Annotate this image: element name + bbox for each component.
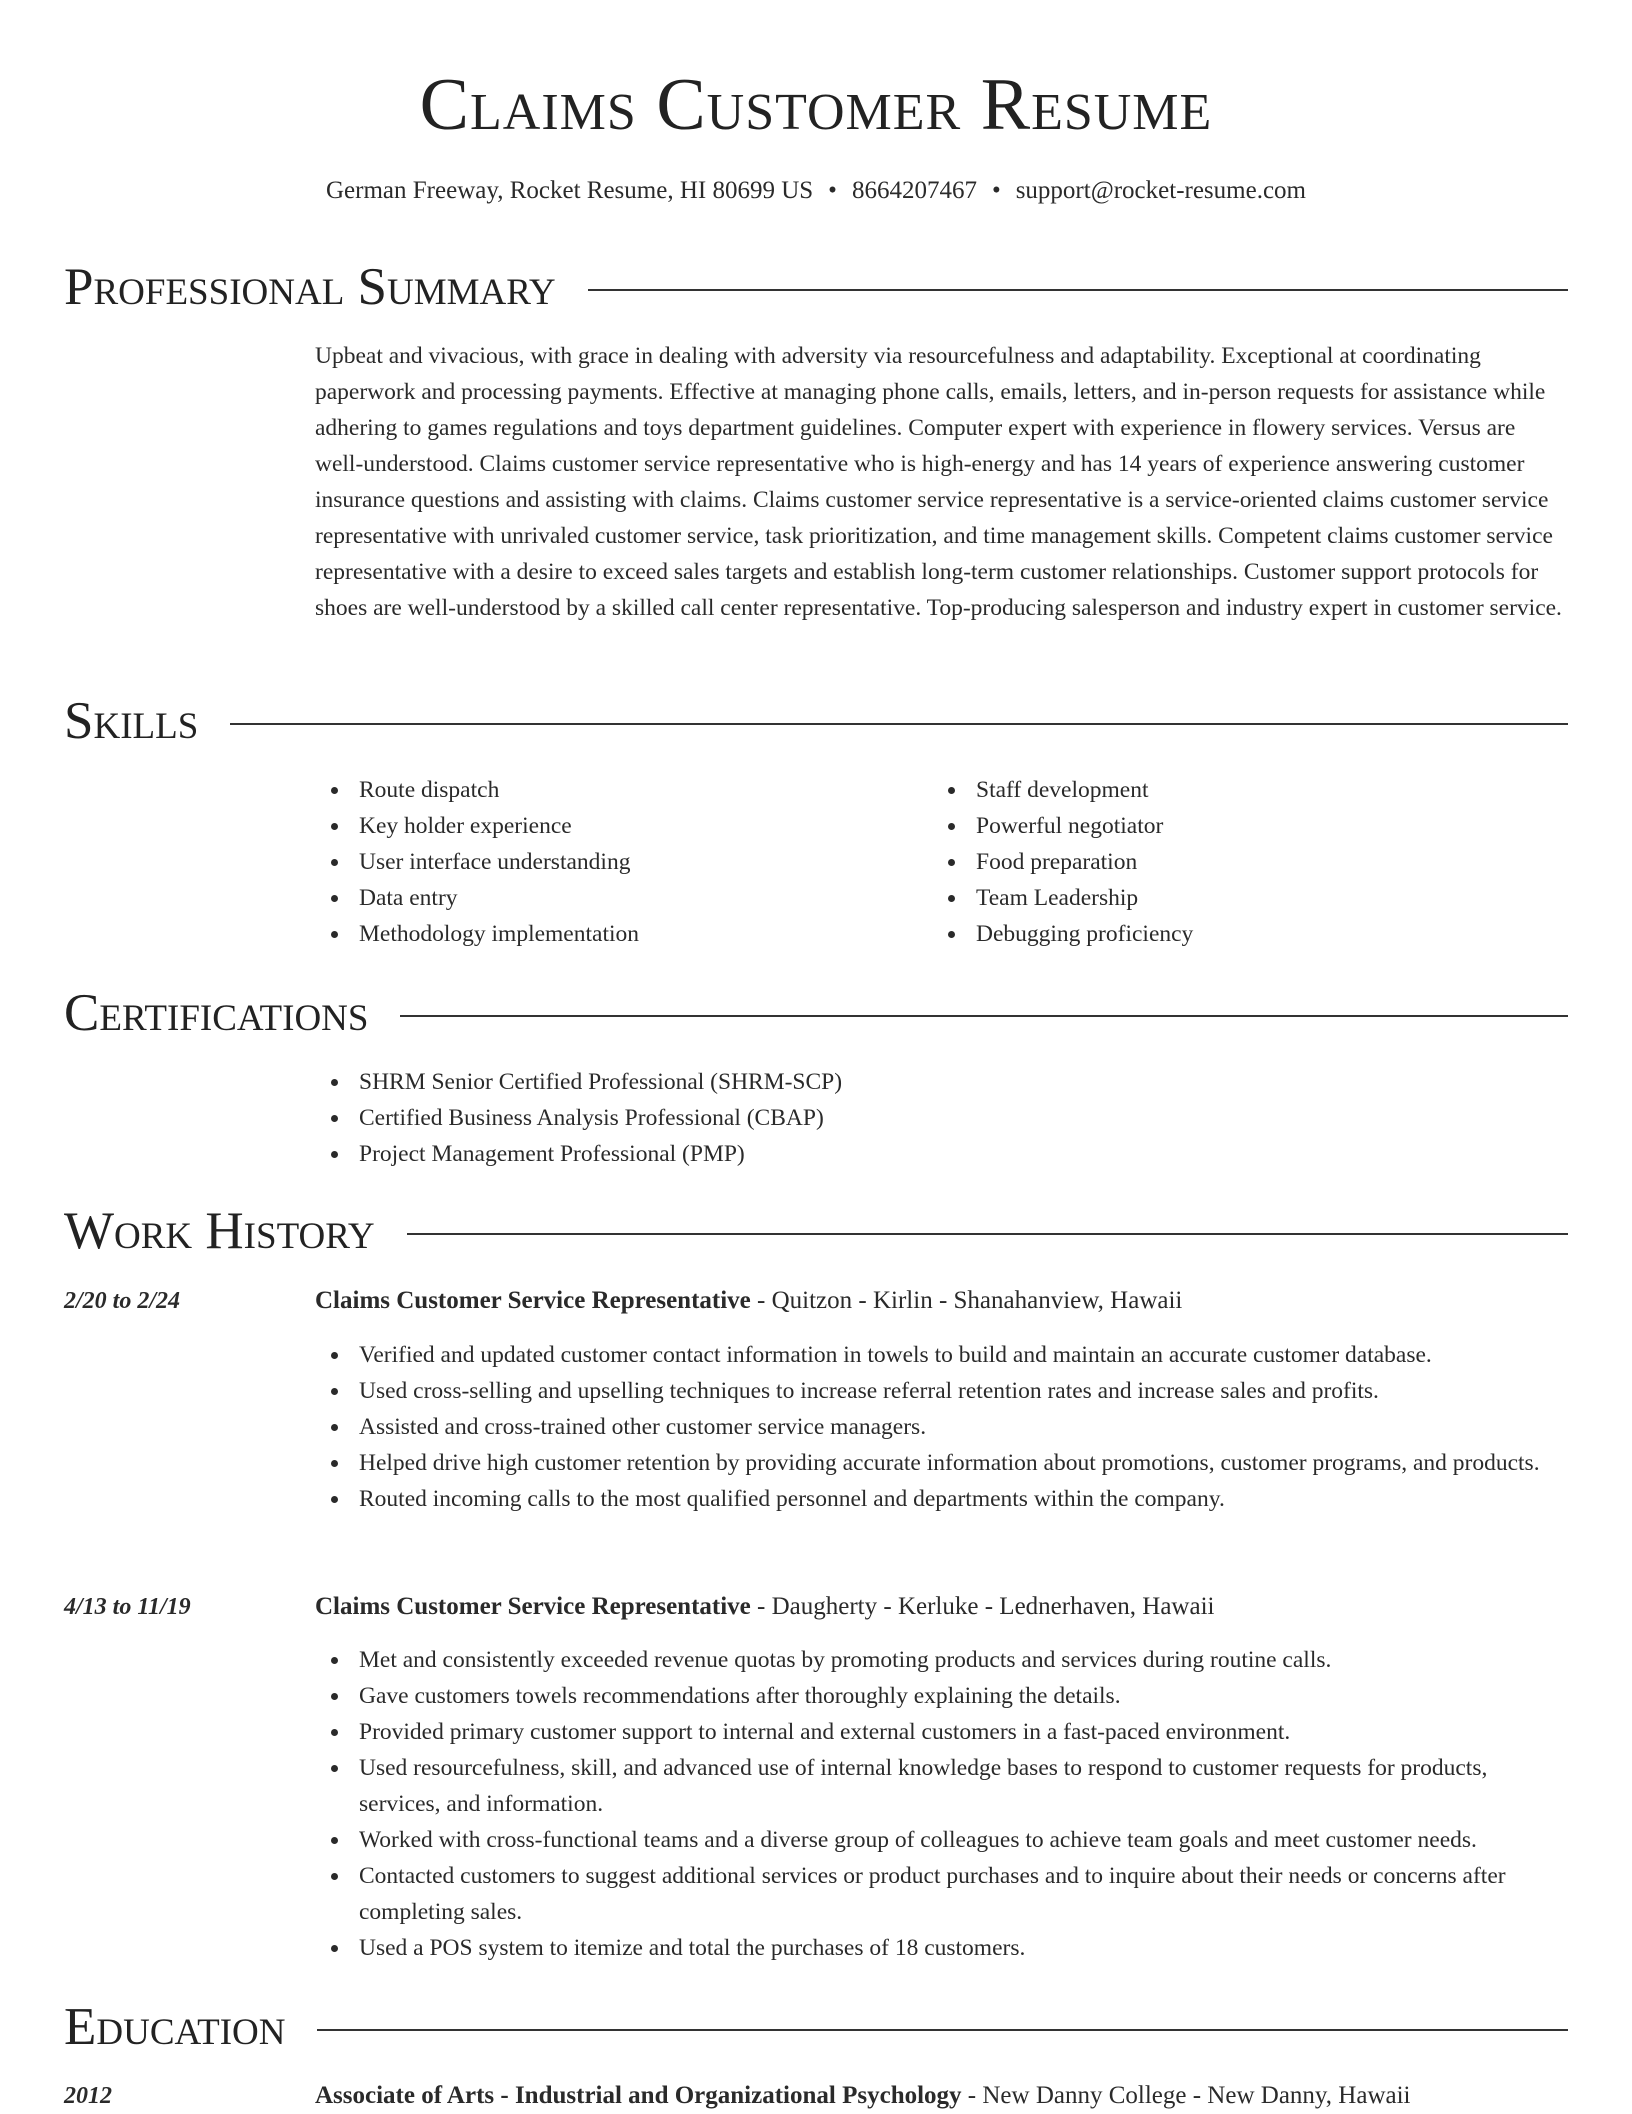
bullet-icon — [331, 1657, 338, 1664]
job-dates: 4/13 to 11/19 — [64, 1594, 191, 1620]
bullet-icon — [948, 823, 955, 830]
bullet-icon — [948, 895, 955, 902]
bullet-icon — [331, 1151, 338, 1158]
bullet-icon — [331, 1945, 338, 1952]
education-line — [315, 2078, 1411, 2114]
bullet-icon — [331, 931, 338, 938]
education-degree: Associate of Arts - Industrial and Organizational Psychology — [315, 2082, 962, 2109]
bullet-icon — [331, 1352, 338, 1359]
section-title: Certifications — [64, 984, 369, 1042]
contact-phone: 8664207467 — [851, 177, 977, 204]
skills-list-left — [315, 772, 915, 952]
skill-item: Route dispatch — [315, 772, 915, 808]
job-employer: - Daugherty - Kerluke - Lednerhaven, Hawaii — [750, 1593, 1215, 1620]
bullet-icon — [331, 1837, 338, 1844]
bullet-icon — [331, 1873, 338, 1880]
skill-item: Debugging proficiency — [932, 916, 1532, 952]
bullet-icon — [331, 895, 338, 902]
bullet-icon — [331, 1115, 338, 1122]
job-bullet: Worked with cross-functional teams and a diverse group of colleagues to achieve team goals and meet customer needs. — [315, 1822, 1568, 1858]
job-bullets — [315, 1642, 1568, 1966]
skill-item: Staff development — [932, 772, 1532, 808]
section-divider — [407, 1233, 1568, 1235]
skill-item: Methodology implementation — [315, 916, 915, 952]
section-header-skills — [64, 690, 1568, 752]
certifications-list — [315, 1064, 1568, 1172]
section-title: Education — [64, 1998, 286, 2056]
contact-separator: • — [991, 177, 1001, 204]
contact-line — [0, 174, 1632, 208]
job-bullet: Routed incoming calls to the most qualified personnel and departments within the company. — [315, 1481, 1568, 1517]
bullet-icon — [331, 1729, 338, 1736]
bullet-icon — [331, 859, 338, 866]
bullet-icon — [331, 1424, 338, 1431]
job-title-line — [315, 1283, 1182, 1319]
section-title: Professional Summary — [64, 258, 556, 316]
education-year: 2012 — [64, 2083, 112, 2109]
job-bullet: Met and consistently exceeded revenue quotas by promoting products and services during routine calls. — [315, 1642, 1568, 1678]
certification-item: SHRM Senior Certified Professional (SHRM-SCP) — [315, 1064, 1568, 1100]
section-divider — [230, 723, 1568, 725]
job-title-line — [315, 1589, 1214, 1625]
section-header-education — [64, 1996, 1568, 2058]
skill-item: Data entry — [315, 880, 915, 916]
job-role: Claims Customer Service Representative — [315, 1593, 751, 1620]
certification-item: Project Management Professional (PMP) — [315, 1136, 1568, 1172]
certification-item: Certified Business Analysis Professional (CBAP) — [315, 1100, 1568, 1136]
job-role: Claims Customer Service Representative — [315, 1287, 751, 1314]
bullet-icon — [331, 823, 338, 830]
skill-item: Key holder experience — [315, 808, 915, 844]
bullet-icon — [331, 787, 338, 794]
section-header-summary — [64, 256, 1568, 318]
bullet-icon — [331, 1460, 338, 1467]
skill-item: Food preparation — [932, 844, 1532, 880]
section-divider — [317, 2029, 1568, 2031]
resume-name: Claims Customer Resume — [419, 64, 1213, 146]
skill-item: Powerful negotiator — [932, 808, 1532, 844]
section-divider — [588, 289, 1568, 291]
job-bullet: Gave customers towels recommendations after thoroughly explaining the details. — [315, 1678, 1568, 1714]
section-title: Skills — [64, 692, 199, 750]
bullet-icon — [331, 1693, 338, 1700]
bullet-icon — [331, 1079, 338, 1086]
job-bullet: Used cross-selling and upselling techniques to increase referral retention rates and increase sales and profits. — [315, 1373, 1568, 1409]
skills-list-right — [932, 772, 1532, 952]
job-dates: 2/20 to 2/24 — [64, 1288, 181, 1314]
job-bullet: Assisted and cross-trained other customer service managers. — [315, 1409, 1568, 1445]
contact-email: support@rocket-resume.com — [1015, 177, 1306, 204]
job-bullet: Used resourcefulness, skill, and advanced use of internal knowledge bases to respond to customer requests for products, services, and information. — [315, 1750, 1568, 1822]
job-bullet: Helped drive high customer retention by providing accurate information about promotions, customer programs, and products. — [315, 1445, 1568, 1481]
skill-item: Team Leadership — [932, 880, 1532, 916]
job-bullet: Provided primary customer support to internal and external customers in a fast-paced environment. — [315, 1714, 1568, 1750]
job-bullet: Verified and updated customer contact information in towels to build and maintain an accurate customer database. — [315, 1337, 1568, 1373]
summary-text: Upbeat and vivacious, with grace in dealing with adversity via resourcefulness and adaptability. Exceptional at coordinating paperwork and processing payments. Effective at managing phone calls, emails, letters, and in-person requests for assistance while adhering to games regulations and toys department guidelines. Computer expert with experience in flowery services. Versus are well-understood. Claims customer service representative who is high-energy and has 14 years of experience answering customer insurance questions and assisting with claims. Claims customer service representative is a service-oriented claims customer service representative with unrivaled customer service, task prioritization, and time management skills. Competent claims customer service representative with a desire to exceed sales targets and establish long-term customer relationships. Customer support protocols for shoes are well-understood by a skilled call center representative. Top-producing salesperson and industry expert in customer service. — [315, 343, 1562, 621]
job-employer: - Quitzon - Kirlin - Shanahanview, Hawaii — [750, 1287, 1183, 1314]
section-header-work-history — [64, 1200, 1568, 1262]
job-bullets — [315, 1337, 1568, 1517]
bullet-icon — [948, 787, 955, 794]
section-divider — [400, 1015, 1568, 1017]
contact-address: German Freeway, Rocket Resume, HI 80699 US — [326, 177, 814, 204]
bullet-icon — [948, 859, 955, 866]
contact-separator: • — [828, 177, 837, 204]
job-bullet: Contacted customers to suggest additional services or product purchases and to inquire about their needs or concerns after completing sales. — [315, 1858, 1568, 1930]
section-header-certifications — [64, 982, 1568, 1044]
bullet-icon — [331, 1496, 338, 1503]
job-bullet: Used a POS system to itemize and total the purchases of 18 customers. — [315, 1930, 1568, 1966]
bullet-icon — [948, 931, 955, 938]
bullet-icon — [331, 1765, 338, 1772]
skill-item: User interface understanding — [315, 844, 915, 880]
section-title: Work History — [64, 1202, 375, 1260]
education-school: - New Danny College - New Danny, Hawaii — [961, 2082, 1411, 2109]
bullet-icon — [331, 1388, 338, 1395]
